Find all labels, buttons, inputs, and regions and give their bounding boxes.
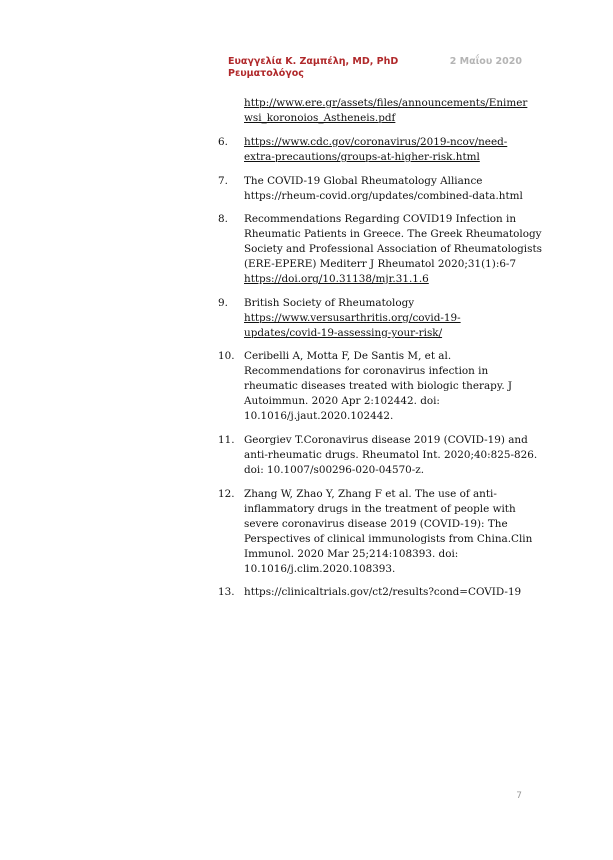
reference-text-line: doi: 10.1007/s00296-020-04570-z.	[244, 463, 425, 476]
reference-text-line: https://rheum-covid.org/updates/combined-data.html	[244, 189, 523, 202]
reference-text-line: 10.1016/j.clim.2020.108393.	[244, 562, 396, 575]
reference-text-line: (ERE-EPERE) Mediterr J Rheumatol 2020;31(1):6-7	[244, 258, 517, 271]
reference-text-line: Society and Professional Association of Rheumatologists	[244, 243, 542, 256]
reference-text-line: inflammatory drugs in the treatment of people with	[244, 502, 516, 515]
reference-item	[218, 174, 528, 204]
reference-number: 12.	[218, 487, 235, 500]
reference-link[interactable]: wsi_koronoios_Astheneis.pdf	[244, 112, 396, 124]
reference-item	[218, 296, 528, 341]
reference-number: 6.	[218, 136, 228, 148]
reference-number: 7.	[218, 174, 228, 187]
reference-text-line: Recommendations Regarding COVID19 Infection in	[244, 213, 517, 226]
reference-number: 9.	[218, 296, 228, 309]
reference-list	[218, 96, 542, 609]
reference-link[interactable]: extra-precautions/groups-at-higher-risk.html	[244, 151, 480, 163]
reference-text-line: Ceribelli A, Motta F, De Santis M, et al.	[244, 350, 452, 363]
reference-number: 10.	[218, 350, 235, 363]
reference-item	[218, 135, 528, 165]
author-role: Ρευματολόγος	[228, 68, 304, 79]
reference-text-line: The COVID-19 Global Rheumatology Alliance	[244, 174, 483, 187]
author-name: Ευαγγελία Κ. Ζαμπέλη, MD, PhD	[228, 56, 399, 67]
reference-link[interactable]: https://doi.org/10.31138/mjr.31.1.6	[244, 273, 429, 286]
page-number: 7	[516, 791, 522, 801]
reference-link[interactable]: https://www.cdc.gov/coronavirus/2019-ncov/need-	[244, 136, 508, 148]
reference-text-line: rheumatic diseases treated with biologic therapy. J	[244, 380, 513, 393]
reference-item	[218, 585, 528, 600]
reference-text-line: Recommendations for coronavirus infection in	[244, 365, 489, 378]
reference-text-line: anti-rheumatic drugs. Rheumatol Int. 2020;40:825-826.	[244, 448, 538, 461]
reference-link[interactable]: updates/covid-19-assessing-your-risk/	[244, 326, 443, 339]
reference-item	[218, 212, 542, 287]
reference-item	[218, 96, 528, 126]
reference-item	[218, 349, 528, 424]
reference-text-line: Immunol. 2020 Mar 25;214:108393. doi:	[244, 547, 459, 560]
reference-number: 11.	[218, 433, 235, 446]
reference-text-line: Autoimmun. 2020 Apr 2:102442. doi:	[244, 395, 440, 408]
reference-text-line: Perspectives of clinical immunologists from China.Clin	[244, 532, 533, 545]
reference-text-line: British Society of Rheumatology	[244, 296, 415, 309]
reference-text-line: severe coronavirus disease 2019 (COVID-19): The	[244, 517, 508, 530]
header-author-block	[228, 56, 398, 80]
reference-link[interactable]: https://www.versusarthritis.org/covid-19-	[244, 311, 461, 324]
header-date: 2 Μαΐου 2020	[449, 56, 522, 67]
reference-text-line: Georgiev T.Coronavirus disease 2019 (COVID-19) and	[244, 433, 528, 446]
reference-link[interactable]: http://www.ere.gr/assets/files/announcements/Enimer	[244, 97, 528, 109]
reference-item	[218, 433, 538, 478]
reference-text-line: Rheumatic Patients in Greece. The Greek Rheumatology	[244, 228, 542, 241]
reference-number: 13.	[218, 586, 235, 599]
reference-number: 8.	[218, 213, 228, 226]
reference-item	[218, 487, 533, 577]
reference-text-line: 10.1016/j.jaut.2020.102442.	[244, 410, 394, 423]
reference-text-line: Zhang W, Zhao Y, Zhang F et al. The use of anti-	[244, 487, 497, 500]
reference-text-line: https://clinicaltrials.gov/ct2/results?cond=COVID-19	[244, 586, 522, 599]
